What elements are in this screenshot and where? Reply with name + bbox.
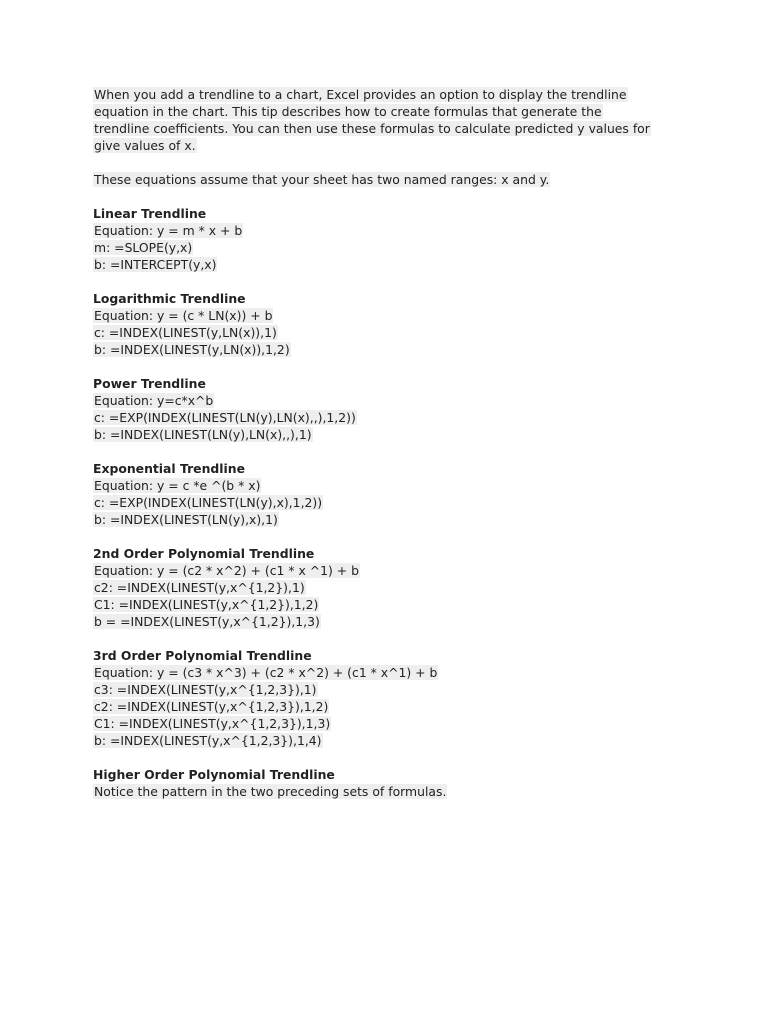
formula-line: b = =INDEX(LINEST(y,x^{1,2}),1,3) — [94, 614, 320, 629]
section-title: Exponential Trendline — [93, 461, 245, 476]
intro-line: give values of x. — [94, 138, 196, 153]
equation-line: Equation: y = c *e ^(b * x) — [94, 478, 261, 493]
intro-paragraph — [93, 86, 693, 154]
trendline-section — [93, 290, 693, 358]
trendline-sections — [93, 205, 693, 800]
equation-line: Equation: y = (c2 * x^2) + (c1 * x ^1) + b — [94, 563, 359, 578]
intro-line: trendline coefficients. You can then use these formulas to calculate predicted y values for — [94, 121, 650, 136]
section-title: 2nd Order Polynomial Trendline — [93, 546, 315, 561]
formula-line: b: =INDEX(LINEST(y,x^{1,2,3}),1,4) — [94, 733, 322, 748]
trendline-section — [93, 647, 693, 749]
formula-line: c: =EXP(INDEX(LINEST(LN(y),LN(x),,),1,2)) — [94, 410, 356, 425]
formula-line: c: =INDEX(LINEST(y,LN(x)),1) — [94, 325, 277, 340]
section-title: 3rd Order Polynomial Trendline — [93, 648, 312, 663]
document-page — [93, 86, 693, 817]
formula-line: c2: =INDEX(LINEST(y,x^{1,2}),1) — [94, 580, 305, 595]
formula-line: C1: =INDEX(LINEST(y,x^{1,2}),1,2) — [94, 597, 319, 612]
trendline-section — [93, 460, 693, 528]
formula-line: b: =INTERCEPT(y,x) — [94, 257, 217, 272]
intro-line: equation in the chart. This tip describes how to create formulas that generate the — [94, 104, 602, 119]
section-title: Higher Order Polynomial Trendline — [93, 767, 335, 782]
equation-line: Equation: y=c*x^b — [94, 393, 214, 408]
section-title: Power Trendline — [93, 376, 206, 391]
trendline-section — [93, 545, 693, 630]
formula-line: Notice the pattern in the two preceding sets of formulas. — [94, 784, 447, 799]
section-title: Logarithmic Trendline — [93, 291, 246, 306]
section-title: Linear Trendline — [93, 206, 207, 221]
equation-line: Equation: y = (c3 * x^3) + (c2 * x^2) + (c1 * x^1) + b — [94, 665, 438, 680]
equation-line: Equation: y = (c * LN(x)) + b — [94, 308, 273, 323]
assumption-text: These equations assume that your sheet has two named ranges: x and y. — [94, 172, 550, 187]
formula-line: c: =EXP(INDEX(LINEST(LN(y),x),1,2)) — [94, 495, 323, 510]
assumption-paragraph — [93, 171, 693, 188]
formula-line: c3: =INDEX(LINEST(y,x^{1,2,3}),1) — [94, 682, 317, 697]
equation-line: Equation: y = m * x + b — [94, 223, 243, 238]
formula-line: C1: =INDEX(LINEST(y,x^{1,2,3}),1,3) — [94, 716, 331, 731]
formula-line: b: =INDEX(LINEST(y,LN(x)),1,2) — [94, 342, 290, 357]
formula-line: b: =INDEX(LINEST(LN(y),LN(x),,),1) — [94, 427, 312, 442]
trendline-section — [93, 766, 693, 800]
formula-line: c2: =INDEX(LINEST(y,x^{1,2,3}),1,2) — [94, 699, 329, 714]
trendline-section — [93, 205, 693, 273]
formula-line: m: =SLOPE(y,x) — [94, 240, 193, 255]
intro-line: When you add a trendline to a chart, Excel provides an option to display the trendline — [94, 87, 627, 102]
formula-line: b: =INDEX(LINEST(LN(y),x),1) — [94, 512, 278, 527]
trendline-section — [93, 375, 693, 443]
